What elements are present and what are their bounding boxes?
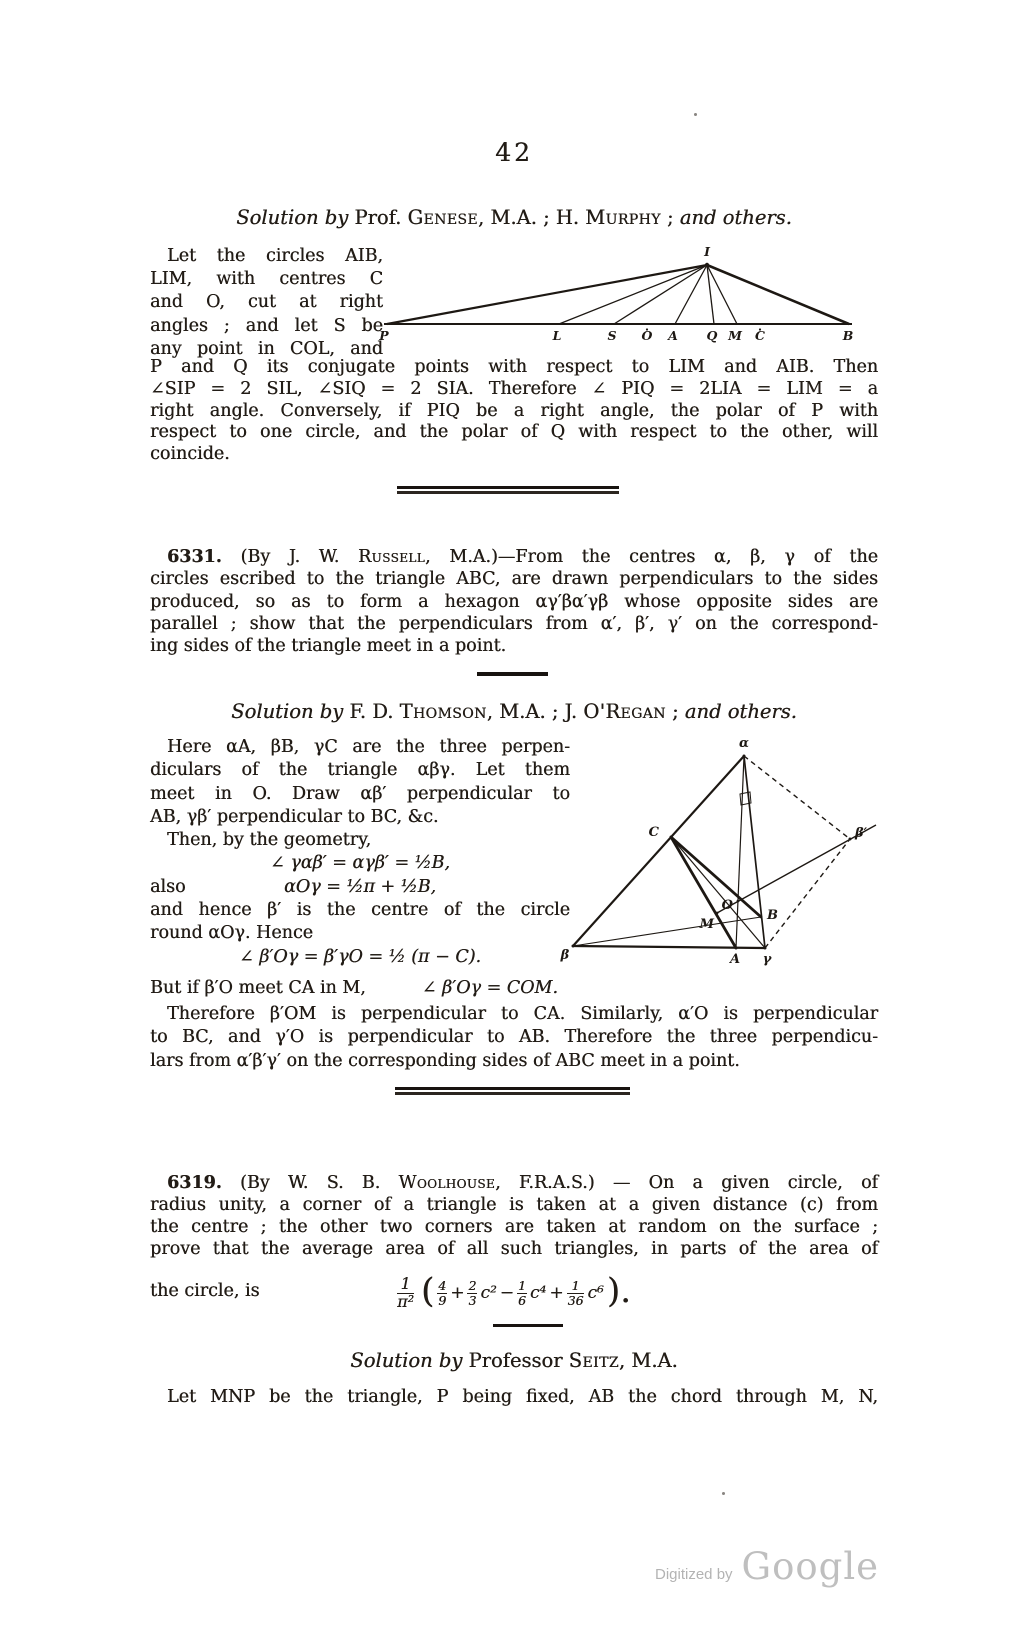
text-line: produced, so as to form a hexagon αγ′βα′γβ whose opposite sides are: [150, 591, 878, 612]
google-watermark: [655, 1545, 879, 1588]
scan-speck: [694, 113, 697, 116]
divider-rule: [397, 486, 619, 489]
text-line: Here αA, βB, γC are the three perpen-: [167, 737, 570, 757]
text-line: prove that the average area of all such triangles, in parts of the area of: [150, 1239, 878, 1259]
equation: ∠ γαβ′ = αγβ′ = ½B,: [270, 853, 450, 874]
operator: +: [549, 1283, 564, 1303]
seitz-solution-first-line: [150, 1387, 878, 1407]
text-line: the centre ; the other two corners are taken at random on the surface ;: [150, 1217, 878, 1237]
text-line: LIM, with centres C: [150, 269, 383, 290]
digitized-by-text: Digitized by: [655, 1566, 733, 1583]
text-line: to BC, and γ′O is perpendicular to AB. Therefore the three perpendicu-: [150, 1027, 878, 1048]
text-line: respect to one circle, and the polar of Q with respect to the other, will: [150, 422, 878, 443]
numerator: 1: [400, 1273, 411, 1293]
problem-text: , M.A.)—From the centres α, β, γ of the: [425, 547, 878, 567]
point-label-S: S: [607, 328, 617, 343]
author-suffix: , M.A.: [618, 1349, 678, 1372]
formula-row: [150, 1263, 878, 1323]
point-label-O: O: [641, 328, 653, 343]
and-others-text: and others.: [684, 700, 797, 723]
solution-by-text: Solution by: [236, 206, 355, 229]
denominator: 3: [468, 1292, 477, 1308]
solution-heading-seitz: [150, 1349, 878, 1372]
text-line: and O, cut at right: [150, 292, 383, 313]
page-number: 42: [495, 138, 533, 167]
text-line: circles escribed to the triangle ABC, are drawn perpendiculars to the sides: [150, 569, 878, 590]
text-line: ∠SIP = 2 SIL, ∠SIQ = 2 SIA. Therefore ∠ PIQ = 2LIA = LIM = a: [150, 378, 878, 399]
problem-text: (By J. W.: [221, 547, 358, 567]
author-prefix: H.: [555, 206, 586, 229]
author-suffix: , M.A. ;: [477, 206, 556, 229]
point-label-L: L: [552, 328, 562, 343]
author-name: Genese: [407, 206, 478, 229]
point-label-Q: Q: [706, 328, 718, 343]
point-label-I: I: [704, 244, 710, 259]
open-paren: (: [421, 1271, 435, 1311]
author-name: Seitz: [568, 1349, 619, 1372]
point-label-gamma: γ: [762, 952, 772, 967]
operator: −: [499, 1283, 515, 1303]
text-line: any point in COL, and: [150, 338, 383, 359]
point-label-C: C: [648, 825, 659, 840]
text-line: P and Q its conjugate points with respect to LIM and AIB. Then: [150, 357, 878, 377]
genese-solution-column: [150, 245, 383, 361]
fraction: [517, 1279, 527, 1306]
equation-row: [150, 876, 570, 899]
solution-by-text: Solution by: [350, 1349, 469, 1372]
point-label-M: M: [699, 917, 714, 932]
text-line: coincide.: [150, 444, 230, 465]
fraction: [397, 1273, 415, 1311]
problem-6331: [150, 546, 878, 657]
point-label-M: M: [728, 328, 742, 343]
problem-text: (By W. S. B.: [221, 1173, 399, 1193]
author-prefix: Professor: [468, 1349, 569, 1372]
text-line: ing sides of the triangle meet in a point.: [150, 636, 507, 657]
equation: ∠ β′Oγ = β′γO = ½ (π − C).: [238, 946, 482, 967]
close-paren: ).: [606, 1271, 631, 1311]
short-rule-divider: [477, 672, 548, 676]
point-label-beta: β: [560, 948, 570, 963]
text-line: Let the circles AIB,: [167, 246, 383, 266]
text-line: Then, by the geometry,: [167, 830, 372, 851]
scan-speck: [722, 1492, 725, 1495]
fraction: [437, 1279, 447, 1306]
numerator: 1: [518, 1278, 526, 1294]
text-line: Let MNP be the triangle, P being fixed, AB the chord through M, N,: [167, 1387, 878, 1407]
genese-solution-continuation: [150, 357, 878, 466]
numerator: 2: [468, 1278, 477, 1294]
text-segment: But if β′O meet CA in M,: [150, 978, 366, 998]
but-if-line: [150, 978, 878, 998]
term: c⁴: [529, 1283, 547, 1303]
text-line: [150, 546, 878, 568]
point-label-alpha: α: [738, 736, 750, 751]
figure-labels: [378, 244, 853, 343]
point-label-A: A: [729, 952, 741, 967]
divider-rule: [397, 491, 619, 494]
figure-triangle-abc: [558, 706, 892, 968]
text-line: diculars of the triangle αβγ. Let them: [150, 760, 570, 781]
text-line: and hence β′ is the centre of the circle: [150, 900, 570, 921]
point-label-C: C: [755, 328, 765, 343]
problem-text: , F.R.A.S.) — On a given circle, of: [495, 1173, 878, 1193]
text-line: lars from α′β′γ′ on the corresponding sides of ABC meet in a point.: [150, 1050, 740, 1071]
equation: ∠ β′Oγ = COM.: [421, 978, 558, 998]
text-line: AB, γβ′ perpendicular to BC, &c.: [150, 806, 439, 827]
numerator: 4: [438, 1278, 447, 1294]
author-name: O'Regan: [583, 700, 666, 723]
formula-intro-text: the circle, is: [150, 1281, 260, 1301]
author-prefix: Prof.: [354, 206, 408, 229]
fraction: [467, 1279, 477, 1306]
text-line: parallel ; show that the perpendiculars from α′, β′, γ′ on the correspond-: [150, 613, 878, 634]
author-name: Murphy: [585, 206, 661, 229]
text-line: angles ; and let S be: [150, 315, 383, 336]
therefore-paragraph: [150, 1003, 878, 1073]
figure-circles-AIB-LIM: [362, 242, 874, 345]
problem-6319: [150, 1172, 878, 1260]
point-label-O: O: [721, 898, 733, 913]
denominator: 6: [518, 1292, 526, 1308]
divider-rule: [395, 1092, 630, 1095]
term: c²: [480, 1283, 497, 1303]
section-divider: [395, 1087, 630, 1095]
text-line: radius unity, a corner of a triangle is taken at a given distance (c) from: [150, 1195, 878, 1215]
author-suffix: , M.A. ;: [486, 700, 565, 723]
numerator: 1: [571, 1278, 580, 1294]
author-name: Thomson: [399, 700, 487, 723]
problem-number: 6331.: [167, 547, 222, 567]
divider-rule: [395, 1087, 630, 1090]
term: c⁶: [587, 1283, 604, 1303]
author-suffix: ;: [665, 700, 685, 723]
figure-labels: [560, 736, 868, 967]
point-label-beta-prime: β′: [855, 826, 868, 841]
author-name: Woolhouse: [398, 1173, 496, 1193]
text-line: Therefore β′OM is perpendicular to CA. Similarly, α′O is perpendicular: [167, 1004, 878, 1024]
fraction: [567, 1279, 585, 1306]
section-divider: [397, 486, 619, 494]
equation: αOγ = ½π + ½B,: [283, 876, 437, 897]
solution-by-text: Solution by: [231, 700, 350, 723]
text-line: right angle. Conversely, if PIQ be a right angle, the polar of P with: [150, 400, 878, 421]
denominator: 9: [438, 1292, 447, 1308]
and-others-text: and others.: [679, 206, 792, 229]
point-label-A: A: [668, 328, 678, 343]
point-label-B: B: [842, 328, 854, 343]
thomson-solution-column: [150, 736, 570, 969]
figure-lines: [384, 265, 852, 324]
denominator: π²: [397, 1291, 415, 1311]
author-prefix: J.: [564, 700, 584, 723]
point-label-P: P: [379, 328, 389, 343]
google-logo: Google: [741, 1545, 880, 1588]
text-line: meet in O. Draw αβ′ perpendicular to: [150, 783, 570, 804]
text-line: round αOγ. Hence: [150, 923, 314, 944]
solution-heading-genese: [150, 206, 878, 229]
operator: +: [450, 1283, 465, 1303]
problem-number: 6319.: [167, 1173, 222, 1193]
also-label: also: [150, 876, 186, 897]
author-name: Russell: [357, 547, 426, 567]
author-suffix: ;: [660, 206, 680, 229]
author-prefix: F. D.: [349, 700, 400, 723]
short-rule-divider: [493, 1324, 563, 1327]
text-line: [150, 1172, 878, 1194]
point-label-B: B: [767, 908, 778, 923]
figure-lines: [573, 756, 876, 948]
denominator: 36: [567, 1292, 584, 1308]
